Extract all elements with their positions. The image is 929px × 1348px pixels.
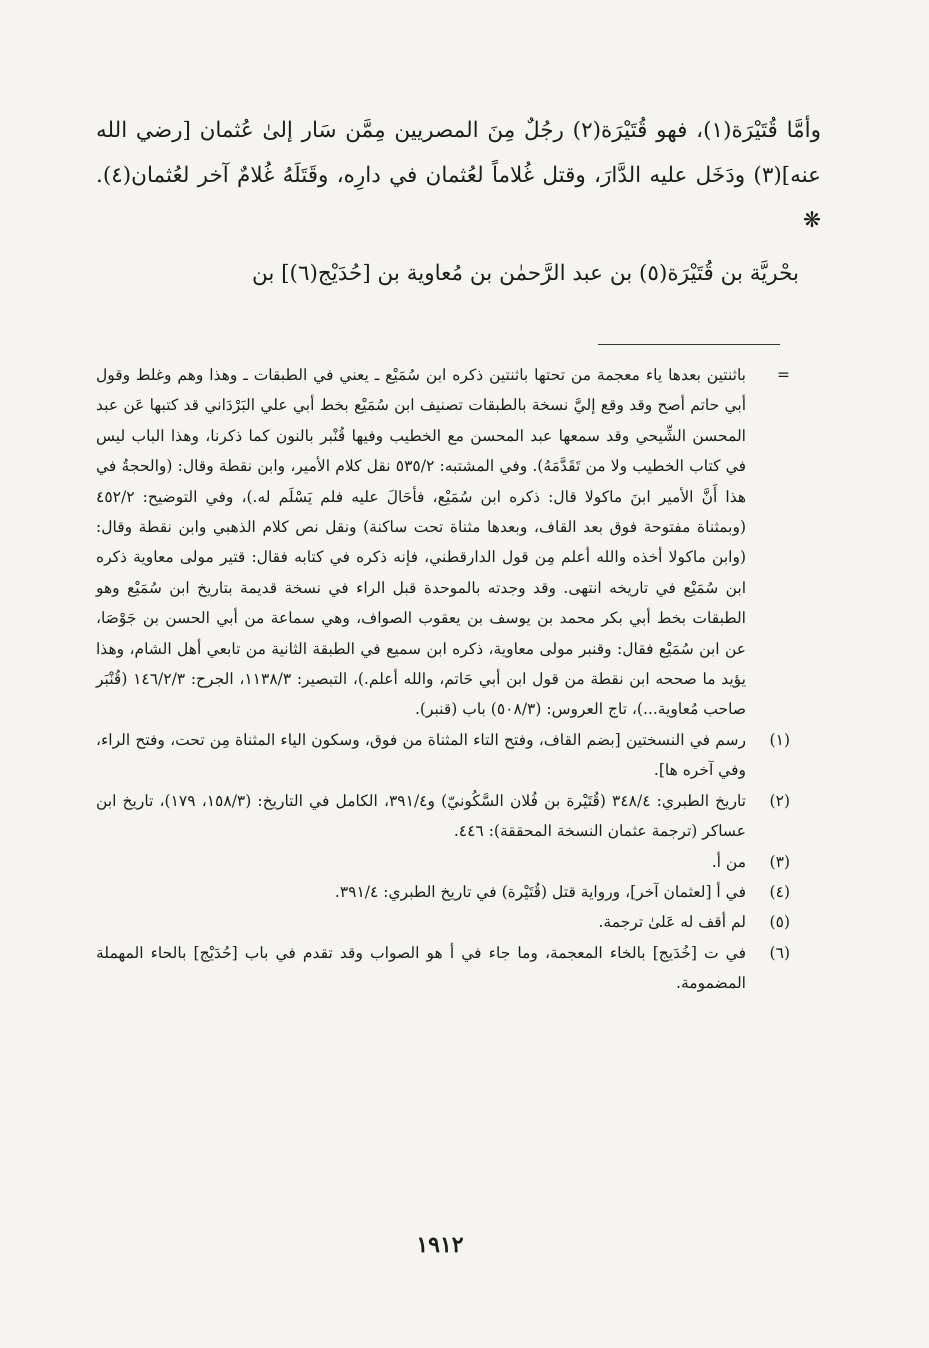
footnote-text: رسم في النسختين [بضم القاف، وفتح التاء المثناة من فوق، وسكون الياء المثناة مِن تحت، وفتح الراء، وفي آخره ها]. <box>96 730 746 780</box>
footnote-number: (١) <box>769 730 790 749</box>
footnote-text: في ت [خُدَيج] بالخاء المعجمة، وما جاء في أ هو الصواب وقد تقدم في باب [حُدَيْج] بالحاء المهملة المضمومة. <box>96 943 746 993</box>
footnote-continuation <box>96 360 790 725</box>
footnote-item <box>96 907 790 937</box>
footnote-text: من أ. <box>711 852 746 871</box>
footnote-item <box>96 847 790 877</box>
footnote-item <box>96 877 790 907</box>
footnote-number: (٢) <box>769 791 790 810</box>
entry-qutayra: وأمَّا قُتَيْرَة(١)، فهو قُتَيْرَة(٢) رجُلٌ مِنَ المصريين مِمَّن سَار إلىٰ عُثمان [رضي الله عنه](٣) ودَخَل عليه الدَّارَ، وقتل غُلاماً لعُثمان في دارِه، وقَتَلَهُ غُلامٌ آخر لعُثمان(٤). ❋ <box>96 118 821 233</box>
page-number: ١٩١٢ <box>416 1232 464 1258</box>
footnote-item <box>96 786 790 847</box>
footnote-item <box>96 938 790 999</box>
footnote-number: (٣) <box>769 852 790 871</box>
footnote-text: في أ [لعثمان آخر]، ورواية قتل (قُتَيْرة) في تاريخ الطبري: ٣٩١/٤. <box>334 882 746 901</box>
footnote-text: لم أقف له عَلىٰ ترجمة. <box>598 913 746 932</box>
footnote-list <box>96 725 790 999</box>
footnote-text: تاريخ الطبري: ٣٤٨/٤ (قُتَيْرة بن فُلان السَّكُونيّ) و٣٩١/٤، الكامل في التاريخ: (١٥٨/٣، ١٧٩)، تاريخ ابن عساكر (ترجمة عثمان النسخة المحققة): ٤٤٦. <box>96 791 746 841</box>
main-text <box>96 108 821 296</box>
footnote-number: (٥) <box>769 913 790 932</box>
entry-bahriyya: بحْريَّة بن قُتَيْرَة(٥) بن عبد الرَّحمٰن بن مُعاوية بن [حُدَيْج(٦)] بن <box>251 261 799 286</box>
footnotes <box>96 360 790 999</box>
footnote-divider <box>598 344 780 345</box>
continuation-text: باثنتين بعدها ياء معجمة من تحتها باثنتين ذكره ابن سُمَيْع ـ يعني في الطبقات ـ وهذا وهم وغلط وقول أبي حاتم أصح وقد وقع إليَّ نسخة بالطبقات تصنيف ابن سُمَيْع بخط أبي علي البَرْدَاني قد كتبها عَن عبد المحسن الشِّيحي وقد سمعها عبد المحسن مع الخطيب وفيها قُنْبر بالنون كما ذكرنا، وهذا الباب ليس في كتاب الخطيب ولا من تَقَدَّمَهُ). وفي المشتبه: ٥٣٥/٢ نقل كلام الأمير، وابن نقطة وقال: (والحجةُ في هذا أَنَّ الأمير ابنَ ماكولا قال: ذكره ابن سُمَيْع، فأحَالَ عليه فلم يَسْلَم له.)، وفي التوضيح: ٤٥٢/٢ (وبمثناة مفتوحة فوق بعد القاف، وبعدها مثناة تحت ساكنة) ونقل نص كلام الذهبي وابن نقطة وقال: (وابن ماكولا أخذه والله أعلم مِن قول الدارقطني، فإنه ذكره في كتابه فقال: قتير مولى معاوية ذكره ابن سُمَيْع في تاريخه انتهى. وقد وجدته بالموحدة قبل الراء في نسخة قديمة بتاريخ ابن سُمَيْع وهو الطبقات بخط أبي بكر محمد بن يوسف بن يعقوب الصواف، وهي سماعة من أبي الحسن بن جَوْصَا، عن ابن سُمَيْع فقال: وقنبر مولى معاوية، ذكره ابن سميع في الطبقة الثانية من تابعي أهل الشام، وهذا يؤيد ما صححه ابن نقطة من قول ابن أبي حَاتم، والله أعلم.)، التبصير: ١١٣٨/٣، الجرح: ١٤٦/٢/٣ (قُنْبَر صاحب مُعاوية...)، تاج العروس: (٥٠٨/٣) باب (قنبر). <box>96 366 746 719</box>
continuation-marker: = <box>777 366 790 384</box>
footnote-number: (٤) <box>769 882 790 901</box>
footnote-item <box>96 725 790 786</box>
footnote-number: (٦) <box>769 943 790 962</box>
